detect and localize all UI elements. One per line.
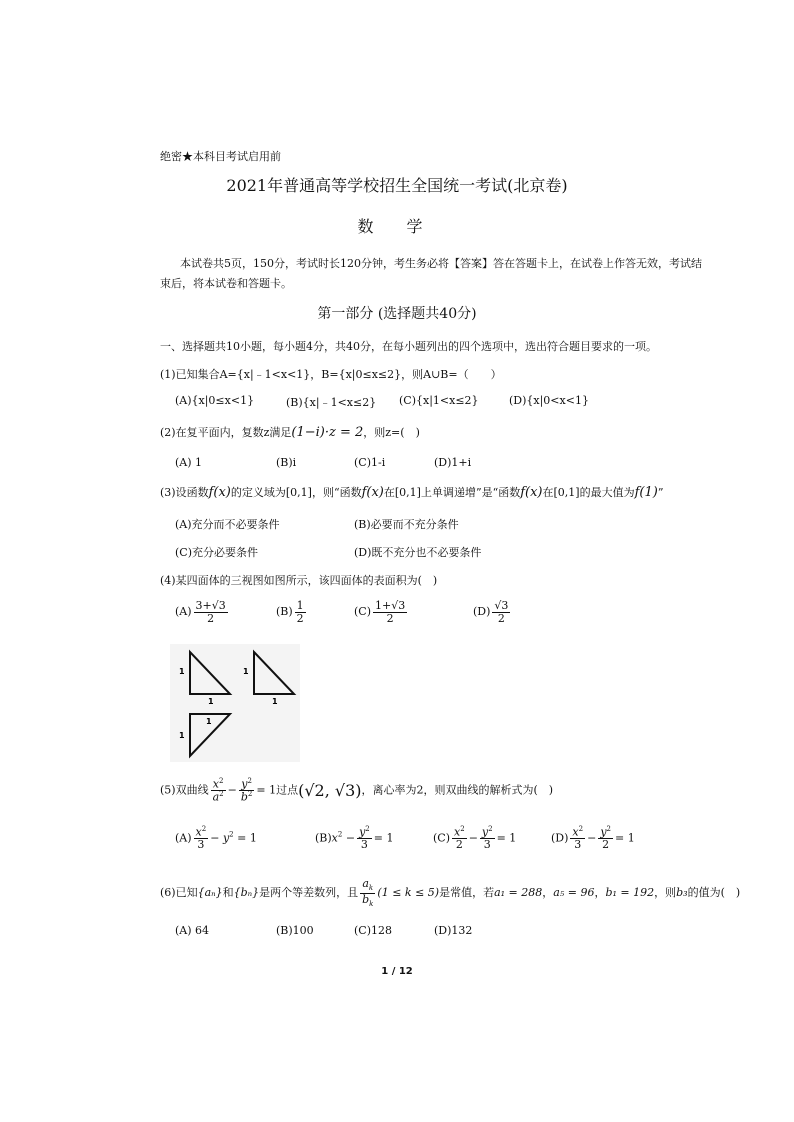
q4-option-a: (A) $\frac{3+√3}{2}$ <box>175 599 226 625</box>
q3-option-b: (B)必要而不充分条件 <box>354 518 459 531</box>
q6-stem: (6)已知{aₙ}和{bₙ}是两个等差数列，且 $\frac{a_k}{b_k}$ (1 ≤ k ≤ 5)是常值，若a₁ = 288，a₅ = 96，b₁ = 192，则b₃的值为( ) <box>160 877 741 908</box>
q1-option-c: (C){x|1<x≤2} <box>399 394 479 407</box>
exam-title: 2021年普通高等学校招生全国统一考试(北京卷) <box>226 176 568 195</box>
side-view-height-label: 1 <box>243 667 249 676</box>
q1-option-a: (A){x|0≤x<1} <box>175 394 255 407</box>
front-view-width-label: 1 <box>208 697 214 706</box>
three-view-figure <box>170 644 300 762</box>
q3-option-d: (D)既不充分也不必要条件 <box>354 546 482 559</box>
q2-stem: (2)在复平面内，复数z满足(1−i)·z = 2，则z=( ) <box>160 425 420 440</box>
intro-line-2: 束后，将本试卷和答题卡。 <box>160 277 292 290</box>
q6-option-b: (B)100 <box>276 924 314 937</box>
part1-instructions: 一、选择题共10小题，每小题4分，共40分，在每小题列出的四个选项中，选出符合题目要求的一项。 <box>160 340 657 353</box>
q2-option-b: (B)i <box>276 456 297 469</box>
q1-stem: (1)已知集合A={x|﹣1<x<1}，B={x|0≤x≤2}，则A∪B=（ ） <box>160 368 502 381</box>
q1-option-b: (B){x|﹣1<x≤2} <box>286 396 377 409</box>
q3-stem: (3)设函数f(x)的定义域为[0,1]，则“函数f(x)在[0,1]上单调递增”是“函数f(x)在[0,1]的最大值为f(1)” <box>160 485 664 500</box>
q5-stem: (5)双曲线 $\frac{x^2}{a^2}$ − $\frac{y^2}{b^2}$ = 1过点(√2, √3)，离心率为2，则双曲线的解析式为( ) <box>160 777 554 804</box>
top-view-width-label: 1 <box>206 717 212 726</box>
q6-option-a: (A) 64 <box>175 924 210 937</box>
q2-option-a: (A) 1 <box>175 456 203 469</box>
q5-option-d: (D) $\frac{x^2}{3}$ − $\frac{y^2}{2}$ = 1 <box>551 825 635 852</box>
subject-title: 数 学 <box>357 217 437 236</box>
part1-title: 第一部分 (选择题共40分) <box>317 306 477 322</box>
q2-option-c: (C)1-i <box>354 456 386 469</box>
q1-option-d: (D){x|0<x<1} <box>509 394 589 407</box>
q6-option-d: (D)132 <box>434 924 473 937</box>
q4-option-d: (D) $\frac{√3}{2}$ <box>473 599 509 625</box>
q4-option-b: (B) $\frac{1}{2}$ <box>276 599 304 625</box>
page-number: 1 / 12 <box>381 966 413 977</box>
top-view-height-label: 1 <box>179 731 185 740</box>
q5-option-a: (A) $\frac{x^2}{3}$ − $y^2 = 1$ <box>175 825 257 852</box>
q5-option-c: (C) $\frac{x^2}{2}$ − $\frac{y^2}{3}$ = 1 <box>433 825 517 852</box>
q3-option-a: (A)充分而不必要条件 <box>175 518 280 531</box>
secret-label: 绝密★本科目考试启用前 <box>160 150 281 163</box>
side-view-width-label: 1 <box>272 697 278 706</box>
q4-stem: (4)某四面体的三视图如图所示，该四面体的表面积为( ) <box>160 574 438 587</box>
q6-option-c: (C)128 <box>354 924 392 937</box>
q2-option-d: (D)1+i <box>434 456 472 469</box>
front-view-height-label: 1 <box>179 667 185 676</box>
q5-option-b: $(B)x^2$ − $\frac{y^2}{3}$ = 1 <box>315 825 394 852</box>
q3-option-c: (C)充分必要条件 <box>175 546 258 559</box>
q4-option-c: (C) $\frac{1+√3}{2}$ <box>354 599 406 625</box>
intro-line-1: 本试卷共5页，150分，考试时长120分钟，考生务必将【答案】答在答题卡上，在试卷上作答无效，考试结 <box>180 257 702 270</box>
